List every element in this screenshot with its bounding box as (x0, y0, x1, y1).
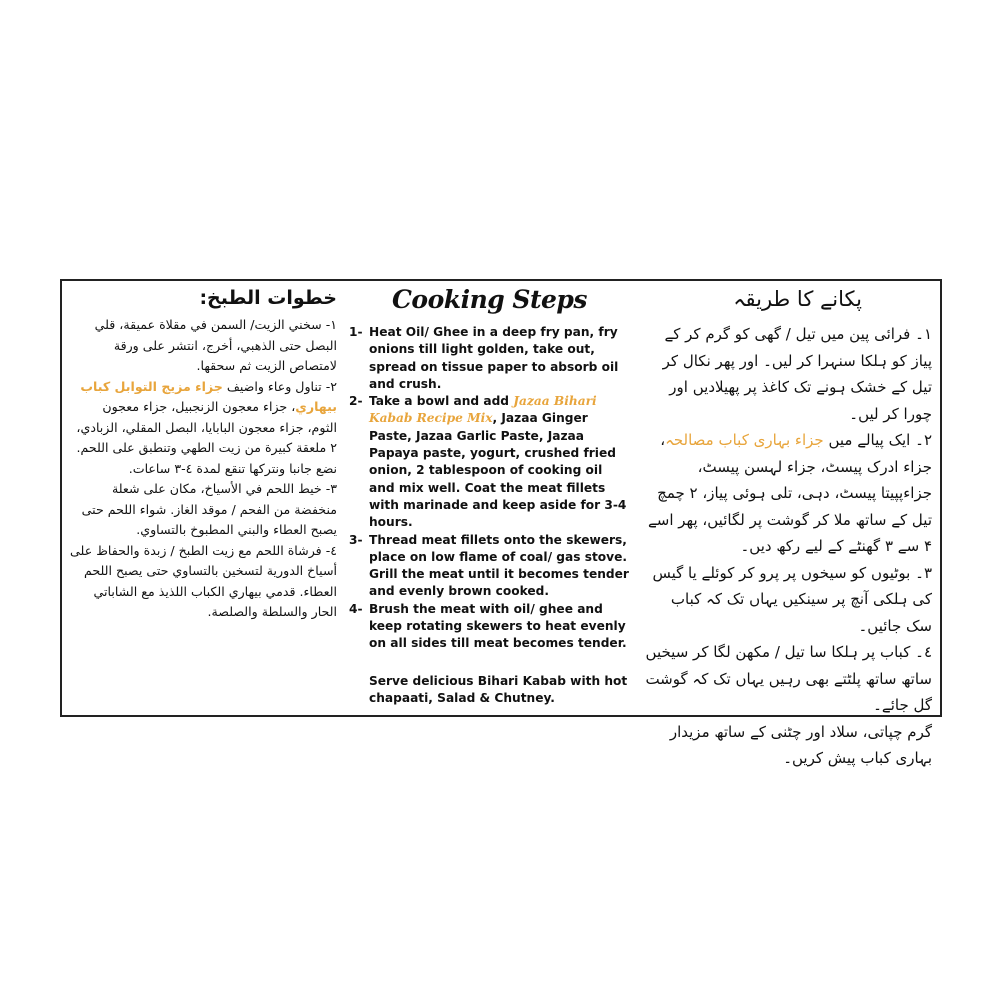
english-title: Cooking Steps (392, 285, 587, 314)
english-step-number: 2- (349, 394, 363, 409)
english-product-highlight: Jazaa Bihari Kabab Recipe Mix (369, 394, 597, 426)
arabic-title: خطوات الطبخ: (199, 287, 337, 309)
urdu-step-4 (642, 639, 932, 719)
english-column (345, 281, 632, 715)
urdu-product-highlight: جزاء بہاری کباب مصالحہ (665, 431, 824, 449)
urdu-step-number: ١۔ (915, 325, 932, 343)
english-step-1 (349, 324, 630, 393)
english-step-text: Brush the meat with oil/ ghee and keep rotating skewers to heat evenly on all sides till meat becomes tender. (369, 601, 627, 651)
english-step-text: Thread meat fillets onto the skewers, place on low flame of coal/ gas stove. Grill the meat until it becomes tender and evenly brown cooked. (369, 532, 629, 599)
arabic-step-2 (70, 377, 337, 480)
urdu-step-2 (642, 427, 932, 560)
arabic-step-text: ، جزاء معجون الزنجبيل، جزاء معجون الثوم، جزاء معجون البابايا، البصل المقلي، الزبادي، ٢ ملعقة كبيرة من زيت الطهي وتنطبق على اللحم. نضع جانبا ونتركها تنقع لمدة ٤-٣ ساعات. (76, 399, 337, 476)
urdu-step-text: کباب پر ہلکا سا تیل / مکھن لگا کر سیخیں ساتھ ساتھ پلٹتے بھی رہیں یہاں تک کہ گوشت گل جائے۔ (645, 643, 932, 714)
urdu-step-number: ٢۔ (915, 431, 932, 449)
arabic-step-number: ١- (325, 317, 337, 332)
urdu-step-text: بوٹیوں کو سیخوں پر پرو کر کوئلے یا گیس کی ہلکی آنچ پر سینکیں یہاں تک کہ کباب سک جائیں۔ (652, 563, 932, 635)
arabic-step-number: ٤- (325, 542, 337, 558)
english-step-3 (349, 532, 630, 601)
urdu-step-3 (642, 560, 932, 640)
arabic-step-1 (70, 315, 337, 377)
english-step-number: 4- (349, 601, 363, 616)
urdu-step-text: ایک پیالے میں (823, 431, 911, 449)
arabic-step-4 (70, 541, 337, 623)
urdu-serving-note: گرم چپاتی، سلاد اور چٹنی کے ساتھ مزیدار بہاری کباب پیش کریں۔ (669, 722, 932, 767)
arabic-step-number: ٢- (325, 378, 337, 394)
english-step-4 (349, 601, 630, 653)
english-step-text (369, 393, 630, 531)
urdu-step-text: فرائی پین میں تیل / گھی کو گرم کر کے پیاز کو ہلکا سنہرا کر لیں۔ اور پھر نکال کر تیل کے خشک ہونے تک کاغذ پر پھیلادیں اور چورا کر لیں۔ (662, 325, 932, 423)
urdu-column (632, 281, 940, 767)
english-step-number: 3- (349, 532, 363, 547)
urdu-step-number: ٣۔ (915, 563, 932, 582)
arabic-step-text: سخني الزيت/ السمن في مقلاة عميقة، قلي البصل حتى الذهبي، أخرج، انتشر على ورقة لامتصاص الزيت ثم سحقها. (94, 317, 337, 373)
english-step-2 (349, 393, 630, 531)
english-step-text-after: , Jazaa Ginger Paste, Jazaa Garlic Paste, Jazaa Papaya paste, yogurt, crushed fried onion, 2 tablespoon of cooking oil and mix well. Coat the meat fillets with marinade and keep aside for 3-4 hours. (369, 411, 627, 530)
arabic-step-text: تناول وعاء واضيف (222, 378, 322, 394)
arabic-step-text: فرشاة اللحم مع زيت الطبخ / زبدة والحفاظ على أسياخ الدورية لتسخين بالتساوي حتى يصبح اللحم العطاء. قدمي بيهاري الكباب اللذيذ مع الشاباتي الحار والسلطة والصلصة. (70, 542, 337, 619)
arabic-step-number: ٣- (325, 481, 337, 496)
urdu-step-1 (642, 321, 932, 427)
english-serving-note: Serve delicious Bihari Kabab with hot chapaati, Salad & Chutney. (369, 673, 628, 705)
urdu-step-text: ، جزاء ادرک پیسٹ، جزاء لہسن پیسٹ، جزاءپپیتا پیسٹ، دہی، تلی ہوئی پیاز، ۲ چمچ تیل کے ساتھ ملا کر گوشت پر لگائیں، پھر اسے ۴ سے ۳ گھنٹے کے لیے رکھ دیں۔ (647, 431, 932, 555)
english-step-number: 1- (349, 325, 363, 339)
arabic-step-text: خيط اللحم في الأسياخ، مكان على شعلة منخفضة من الفحم / موقد الغاز. شواء اللحم حتى يصبح العطاء والبني المطبوخ بالتساوي. (81, 481, 337, 537)
urdu-title: پکانے کا طریقہ (733, 287, 862, 311)
arabic-column (62, 281, 345, 715)
urdu-step-number: ٤۔ (915, 643, 932, 661)
recipe-card (60, 279, 942, 767)
english-step-text: Heat Oil/ Ghee in a deep fry pan, fry onions till light golden, take out, spread on tissue paper to absorb oil and crush. (369, 325, 619, 391)
arabic-product-highlight: جزاء مزيج التوابل كباب بيهاري (80, 378, 337, 414)
english-step-text-before: Take a bowl and add (369, 394, 514, 409)
arabic-step-3 (70, 479, 337, 541)
